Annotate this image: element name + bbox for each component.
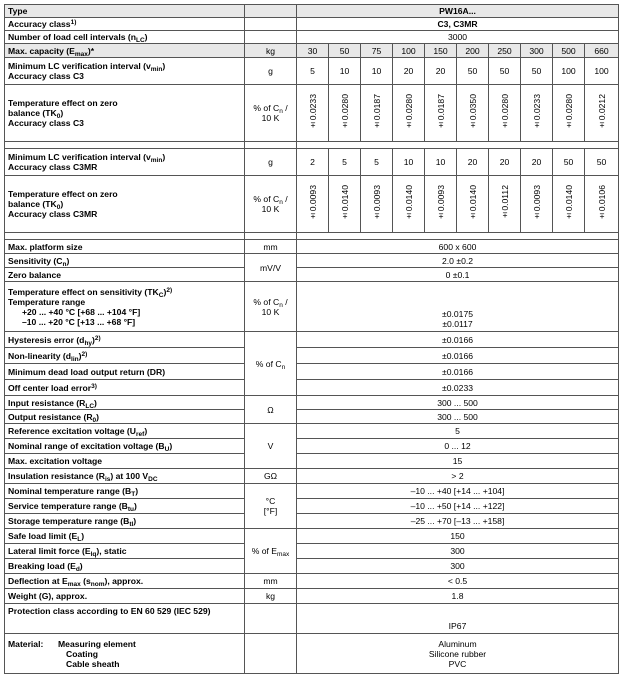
unit-weight: kg (245, 589, 297, 604)
value-nom-voltage: 0 ... 12 (297, 439, 619, 454)
label-input-resistance: Input resistance $(R_{LC})$ (5, 396, 245, 410)
row-deflection (5, 574, 619, 589)
tk0-c3mr-cell: ±0.0140 (329, 176, 361, 233)
row-protection (5, 604, 619, 634)
vmin-c3-cell: 100 (553, 58, 585, 85)
unit-pct-cn: % of $C_n$ (245, 332, 297, 396)
value-weight: 1.8 (297, 589, 619, 604)
tk0-c3mr-cell: ±0.0093 (425, 176, 457, 233)
value-input-resistance: 300 ... 500 (297, 396, 619, 410)
tk0-c3-cell: ±0.0350 (457, 85, 489, 142)
value-tkc: ±0.0175 ±0.0117 (297, 282, 619, 332)
value-accuracy-class: C3, C3MR (297, 18, 619, 31)
row-sensitivity (5, 254, 619, 268)
label-type: Type (5, 5, 245, 18)
label-output-resistance: Output resistance $(R_0)$ (5, 410, 245, 424)
vmin-c3mr-cell: 5 (361, 149, 393, 176)
vmin-c3-cell: 50 (489, 58, 521, 85)
row-nonlinearity (5, 348, 619, 364)
capacity-cell: 250 (489, 44, 521, 58)
capacity-cell: 500 (553, 44, 585, 58)
vmin-c3mr-cell: 50 (585, 149, 619, 176)
unit-deflection: mm (245, 574, 297, 589)
spacer (5, 142, 619, 149)
value-nonlinearity: ±0.0166 (297, 348, 619, 364)
capacity-cell: 660 (585, 44, 619, 58)
tk0-c3-cell: ±0.0212 (585, 85, 619, 142)
label-nonlinearity: Non-linearity $(d_{lin})^{2)}$ (5, 348, 245, 364)
value-breaking: 300 (297, 559, 619, 574)
tk0-c3-cell: ±0.0187 (425, 85, 457, 142)
vmin-c3-cell: 10 (329, 58, 361, 85)
value-ref-voltage: 5 (297, 424, 619, 439)
tk0-c3-cell: ±0.0233 (297, 85, 329, 142)
vmin-c3mr-cell: 10 (393, 149, 425, 176)
unit-capacity: kg (245, 44, 297, 58)
label-accuracy-class: Accuracy class$^{1)}$ (5, 18, 245, 31)
value-protection: IP67 (297, 604, 619, 634)
tk0-c3mr-cell: ±0.0112 (489, 176, 521, 233)
label-capacity: Max. capacity $(E_{max})*$ (5, 44, 245, 58)
unit-volt: V (245, 424, 297, 469)
label-max-voltage: Max. excitation voltage (5, 454, 245, 469)
row-accuracy-class (5, 18, 619, 31)
row-ref-voltage (5, 424, 619, 439)
unit-insulation: GΩ (245, 469, 297, 484)
label-tk0-c3mr: Temperature effect on zero balance $(TK_0)$ Accuracy class C3MR (5, 176, 245, 233)
unit-tkc: % of $C_n$ / 10 K (245, 282, 297, 332)
label-breaking: Breaking load $(E_d)$ (5, 559, 245, 574)
label-vmin-c3: Minimum LC verification interval $(v_{min})$ Accuracy class C3 (5, 58, 245, 85)
tk0-c3-cell: ±0.0280 (329, 85, 361, 142)
label-material (5, 634, 245, 674)
row-dead-load (5, 364, 619, 380)
row-tk0-c3 (5, 85, 619, 142)
vmin-c3-cell: 20 (425, 58, 457, 85)
capacity-cell: 30 (297, 44, 329, 58)
label-dead-load: Minimum dead load output return (DR) (5, 364, 245, 380)
unit-tk0-c3mr: % of $C_n$ / 10 K (245, 176, 297, 233)
label-service-temp: Service temperature range $(B_{tu})$ (5, 499, 245, 514)
label-lateral: Lateral limit force $(E_{lq})$, static (5, 544, 245, 559)
vmin-c3-cell: 10 (361, 58, 393, 85)
vmin-c3mr-cell: 10 (425, 149, 457, 176)
vmin-c3mr-cell: 20 (489, 149, 521, 176)
row-vmin-c3 (5, 58, 619, 85)
label-zero-balance: Zero balance (5, 268, 245, 282)
value-lateral: 300 (297, 544, 619, 559)
spacer (5, 233, 619, 240)
row-material (5, 634, 619, 674)
value-max-voltage: 15 (297, 454, 619, 469)
vmin-c3-cell: 100 (585, 58, 619, 85)
value-service-temp: –10 ... +50 [+14 ... +122] (297, 499, 619, 514)
label-nom-temp: Nominal temperature range $(B_T)$ (5, 484, 245, 499)
capacity-cell: 50 (329, 44, 361, 58)
vmin-c3-cell: 5 (297, 58, 329, 85)
value-storage-temp: –25 ... +70 [–13 ... +158] (297, 514, 619, 529)
unit-sensitivity: mV/V (245, 254, 297, 282)
vmin-c3mr-cell: 20 (521, 149, 553, 176)
tk0-c3-cell: ±0.0187 (361, 85, 393, 142)
value-material: Aluminum Silicone rubber PVC (297, 634, 619, 674)
value-dead-load: ±0.0166 (297, 364, 619, 380)
capacity-cell: 150 (425, 44, 457, 58)
tk0-c3-cell: ±0.0280 (393, 85, 425, 142)
tk0-c3mr-cell: ±0.0093 (361, 176, 393, 233)
value-type: PW16A... (297, 5, 619, 18)
vmin-c3mr-cell: 2 (297, 149, 329, 176)
vmin-c3-cell: 50 (457, 58, 489, 85)
spec-table (4, 4, 619, 674)
row-type (5, 5, 619, 18)
label-ref-voltage: Reference excitation voltage $(U_{ref})$ (5, 424, 245, 439)
unit-temp: °C [°F] (245, 484, 297, 529)
label-weight: Weight (G), approx. (5, 589, 245, 604)
label-off-center: Off center load error$^{3)}$ (5, 380, 245, 396)
tk0-c3-cell: ±0.0233 (521, 85, 553, 142)
value-safe-load: 150 (297, 529, 619, 544)
row-tk0-c3mr (5, 176, 619, 233)
value-hysteresis: ±0.0166 (297, 332, 619, 348)
unit-platform: mm (245, 240, 297, 254)
row-service-temp (5, 499, 619, 514)
row-hysteresis (5, 332, 619, 348)
value-sensitivity: 2.0 ±0.2 (297, 254, 619, 268)
value-zero-balance: 0 ±0.1 (297, 268, 619, 282)
label-safe-load: Safe load limit $(E_L)$ (5, 529, 245, 544)
label-deflection: Deflection at $E_{max}$ $(s_{nom})$, approx. (5, 574, 245, 589)
tk0-c3-cell: ±0.0280 (553, 85, 585, 142)
label-storage-temp: Storage temperature range $(B_{tl})$ (5, 514, 245, 529)
row-output-resistance (5, 410, 619, 424)
tk0-c3mr-cell: ±0.0140 (457, 176, 489, 233)
row-nom-voltage (5, 439, 619, 454)
row-capacity (5, 44, 619, 58)
value-nom-temp: –10 ... +40 [+14 ... +104] (297, 484, 619, 499)
value-off-center: ±0.0233 (297, 380, 619, 396)
label-protection: Protection class according to EN 60 529 (IEC 529) (5, 604, 245, 634)
unit-ohm: Ω (245, 396, 297, 424)
label-tkc: Temperature effect on sensitivity $(TK_C)^{2)}$ Temperature range +20 ... +40 °C [+68 ... +104 °F] –10 ... +20 °C [+13 ... +68 °F] (5, 282, 245, 332)
value-intervals: 3000 (297, 31, 619, 44)
tk0-c3mr-cell: ±0.0140 (553, 176, 585, 233)
tk0-c3mr-cell: ±0.0093 (521, 176, 553, 233)
vmin-c3mr-cell: 20 (457, 149, 489, 176)
row-insulation (5, 469, 619, 484)
row-safe-load (5, 529, 619, 544)
row-nom-temp (5, 484, 619, 499)
capacity-cell: 300 (521, 44, 553, 58)
row-vmin-c3mr (5, 149, 619, 176)
row-intervals (5, 31, 619, 44)
row-lateral (5, 544, 619, 559)
label-vmin-c3mr: Minimum LC verification interval $(v_{min})$ Accuracy class C3MR (5, 149, 245, 176)
row-tkc (5, 282, 619, 332)
vmin-c3-cell: 20 (393, 58, 425, 85)
value-insulation: > 2 (297, 469, 619, 484)
vmin-c3-cell: 50 (521, 58, 553, 85)
capacity-cell: 200 (457, 44, 489, 58)
label-hysteresis: Hysteresis error $(d_{hy})^{2)}$ (5, 332, 245, 348)
vmin-c3mr-cell: 50 (553, 149, 585, 176)
row-off-center (5, 380, 619, 396)
label-platform: Max. platform size (5, 240, 245, 254)
row-zero-balance (5, 268, 619, 282)
label-intervals: Number of load cell intervals $(n_{LC})$ (5, 31, 245, 44)
label-sensitivity: Sensitivity $(C_n)$ (5, 254, 245, 268)
row-storage-temp (5, 514, 619, 529)
capacity-cell: 100 (393, 44, 425, 58)
label-tk0-c3: Temperature effect on zero balance $(TK_0)$ Accuracy class C3 (5, 85, 245, 142)
tk0-c3mr-cell: ±0.0093 (297, 176, 329, 233)
label-insulation: Insulation resistance $(R_{is})$ at 100 $V_{DC}$ (5, 469, 245, 484)
row-weight (5, 589, 619, 604)
value-platform: 600 x 600 (297, 240, 619, 254)
capacity-cell: 75 (361, 44, 393, 58)
unit-tk0-c3: % of $C_n$ / 10 K (245, 85, 297, 142)
tk0-c3mr-cell: ±0.0140 (393, 176, 425, 233)
row-platform (5, 240, 619, 254)
tk0-c3-cell: ±0.0280 (489, 85, 521, 142)
unit-vmin-c3mr: g (245, 149, 297, 176)
material-items: Measuring element Coating Cable sheath (58, 638, 136, 669)
row-breaking (5, 559, 619, 574)
tk0-c3mr-cell: ±0.0106 (585, 176, 619, 233)
unit-vmin-c3: g (245, 58, 297, 85)
value-deflection: < 0.5 (297, 574, 619, 589)
unit-pct-emax: % of $E_{max}$ (245, 529, 297, 574)
label-nom-voltage: Nominal range of excitation voltage $(B_U)$ (5, 439, 245, 454)
row-input-resistance (5, 396, 619, 410)
value-output-resistance: 300 ... 500 (297, 410, 619, 424)
vmin-c3mr-cell: 5 (329, 149, 361, 176)
material-label: Material: (8, 638, 44, 649)
row-max-voltage (5, 454, 619, 469)
